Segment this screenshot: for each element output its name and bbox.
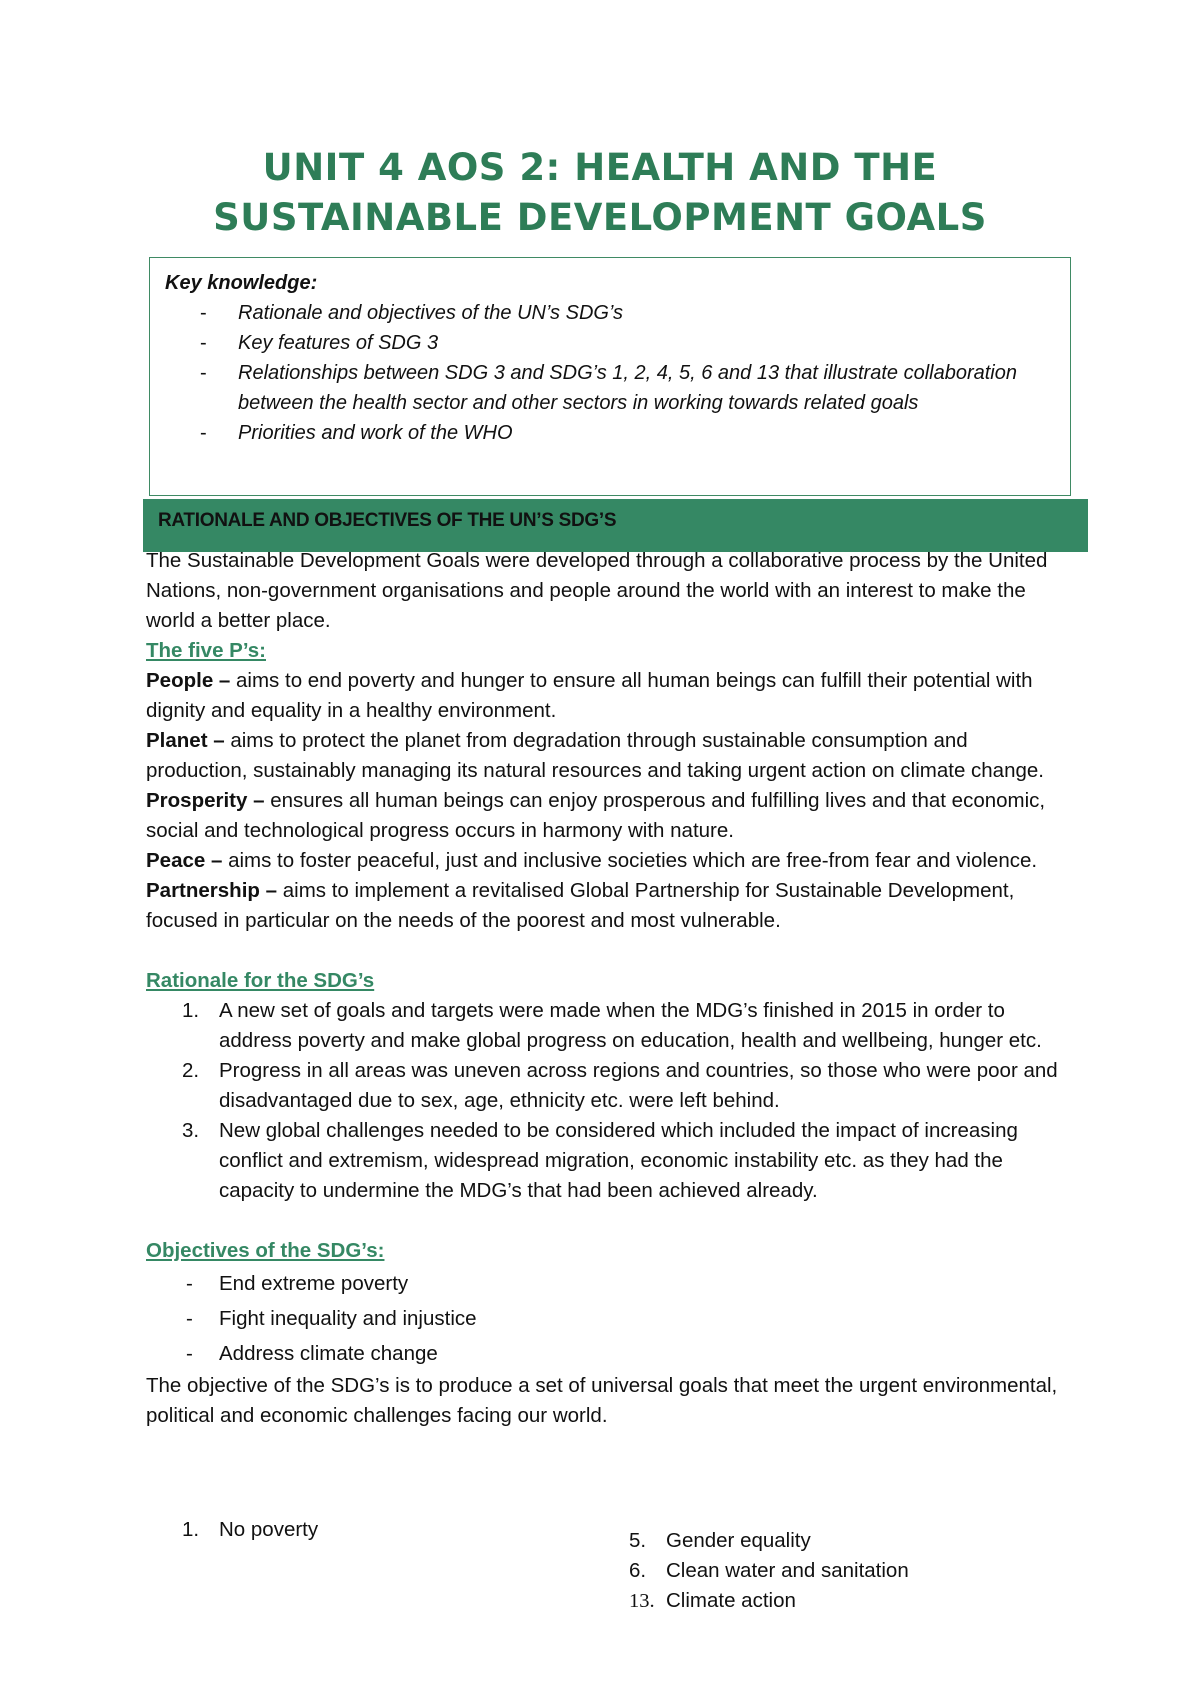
term-description: aims to implement a revitalised Global Partnership for Sustainable Development, focused in particular on the needs of the poorest and most vulnerable. bbox=[146, 879, 1015, 932]
title-line-2: SUSTAINABLE DEVELOPMENT GOALS bbox=[213, 196, 987, 239]
list-item bbox=[165, 358, 1045, 418]
rationale-heading: Rationale for the SDG’s bbox=[146, 969, 375, 992]
goal-text: Climate action bbox=[666, 1589, 796, 1612]
five-ps-heading: The five P’s: bbox=[146, 639, 266, 662]
goal-number: 1. bbox=[182, 1518, 200, 1541]
key-knowledge-heading: Key knowledge: bbox=[165, 272, 318, 294]
goal-number: 6. bbox=[629, 1559, 647, 1582]
goal-number: 13. bbox=[629, 1590, 655, 1612]
dash-bullet: - bbox=[200, 302, 207, 324]
rationale-item: Progress in all areas was uneven across regions and countries, so those who were poor and disadvantaged due to sex, age, ethnicity etc. were left behind. bbox=[219, 1059, 1058, 1112]
objective-item: Address climate change bbox=[219, 1342, 438, 1365]
main-content bbox=[146, 546, 1066, 1431]
list-item bbox=[165, 298, 1045, 328]
goal-item bbox=[629, 1586, 796, 1616]
objectives-list bbox=[146, 1266, 1066, 1371]
term-label: Planet – bbox=[146, 729, 225, 752]
dash-bullet: - bbox=[186, 1342, 193, 1365]
key-knowledge-item: Key features of SDG 3 bbox=[238, 332, 439, 354]
term-label: Prosperity – bbox=[146, 789, 265, 812]
page-title bbox=[0, 143, 1200, 243]
dash-bullet: - bbox=[186, 1307, 193, 1330]
rationale-item: A new set of goals and targets were made when the MDG’s finished in 2015 in order to address poverty and make global progress on education, health and wellbeing, hunger etc. bbox=[219, 999, 1042, 1052]
spacer bbox=[146, 1206, 1066, 1236]
term-description: aims to protect the planet from degradation through sustainable consumption and production, sustainably managing its natural resources and taking urgent action on climate change. bbox=[146, 729, 1044, 782]
section-banner-title: RATIONALE AND OBJECTIVES OF THE UN’S SDG’S bbox=[158, 510, 617, 531]
list-item bbox=[146, 726, 1066, 786]
list-item bbox=[165, 328, 1045, 358]
list-item bbox=[146, 876, 1066, 936]
dash-bullet: - bbox=[186, 1272, 193, 1295]
key-knowledge-list bbox=[165, 298, 1045, 448]
list-item bbox=[146, 996, 1066, 1056]
list-item bbox=[146, 1336, 1066, 1371]
objectives-summary: The objective of the SDG’s is to produce a set of universal goals that meet the urgent environmental, political and economic challenges facing our world. bbox=[146, 1374, 1058, 1427]
objective-item: Fight inequality and injustice bbox=[219, 1307, 477, 1330]
dash-bullet: - bbox=[200, 422, 207, 444]
five-ps-list bbox=[146, 666, 1066, 936]
spacer bbox=[146, 936, 1066, 966]
objective-item: End extreme poverty bbox=[219, 1272, 409, 1295]
goal-item bbox=[629, 1526, 811, 1556]
key-knowledge-item: Rationale and objectives of the UN’s SDG’s bbox=[238, 302, 624, 324]
term-description: aims to foster peaceful, just and inclusive societies which are free-from fear and violence. bbox=[228, 849, 1038, 872]
goal-text: Gender equality bbox=[666, 1529, 811, 1552]
list-item bbox=[146, 1116, 1066, 1206]
goal-item bbox=[182, 1515, 318, 1545]
term-description: aims to end poverty and hunger to ensure all human beings can fulfill their potential with dignity and equality in a healthy environment. bbox=[146, 669, 1033, 722]
intro-paragraph: The Sustainable Development Goals were developed through a collaborative process by the United Nations, non-government organisations and people around the world with an interest to make the world a better place. bbox=[146, 549, 1048, 632]
list-item bbox=[146, 666, 1066, 726]
goal-text: No poverty bbox=[219, 1518, 319, 1541]
dash-bullet: - bbox=[200, 332, 207, 354]
goal-item bbox=[629, 1556, 909, 1586]
rationale-item: New global challenges needed to be considered which included the impact of increasing conflict and extremism, widespread migration, economic instability etc. as they had the capacity to undermine the MDG’s that had been achieved already. bbox=[219, 1119, 1018, 1202]
list-item bbox=[146, 1266, 1066, 1301]
dash-bullet: - bbox=[200, 362, 207, 384]
goal-text: Clean water and sanitation bbox=[666, 1559, 909, 1582]
title-line-1: UNIT 4 AOS 2: HEALTH AND THE bbox=[262, 146, 938, 189]
list-item bbox=[146, 1301, 1066, 1336]
rationale-list bbox=[146, 996, 1066, 1206]
term-separator: – bbox=[213, 669, 237, 692]
term-label: Partnership – bbox=[146, 879, 278, 902]
objectives-heading: Objectives of the SDG’s: bbox=[146, 1239, 385, 1262]
key-knowledge-item: Relationships between SDG 3 and SDG’s 1, 2, 4, 5, 6 and 13 that illustrate collaboration between the health sector and other sectors in working towards related goals bbox=[238, 362, 1017, 414]
term-label: People bbox=[146, 669, 214, 692]
term-description: ensures all human beings can enjoy prosperous and fulfilling lives and that economic, social and technological progress occurs in harmony with nature. bbox=[146, 789, 1046, 842]
list-number: 1. bbox=[182, 999, 200, 1022]
goal-number: 5. bbox=[629, 1529, 647, 1552]
list-item bbox=[146, 846, 1066, 876]
list-item bbox=[146, 1056, 1066, 1116]
list-number: 2. bbox=[182, 1059, 200, 1082]
list-number: 3. bbox=[182, 1119, 200, 1142]
list-item bbox=[146, 786, 1066, 846]
key-knowledge-item: Priorities and work of the WHO bbox=[238, 422, 513, 444]
list-item bbox=[165, 418, 1045, 448]
term-label: Peace – bbox=[146, 849, 223, 872]
